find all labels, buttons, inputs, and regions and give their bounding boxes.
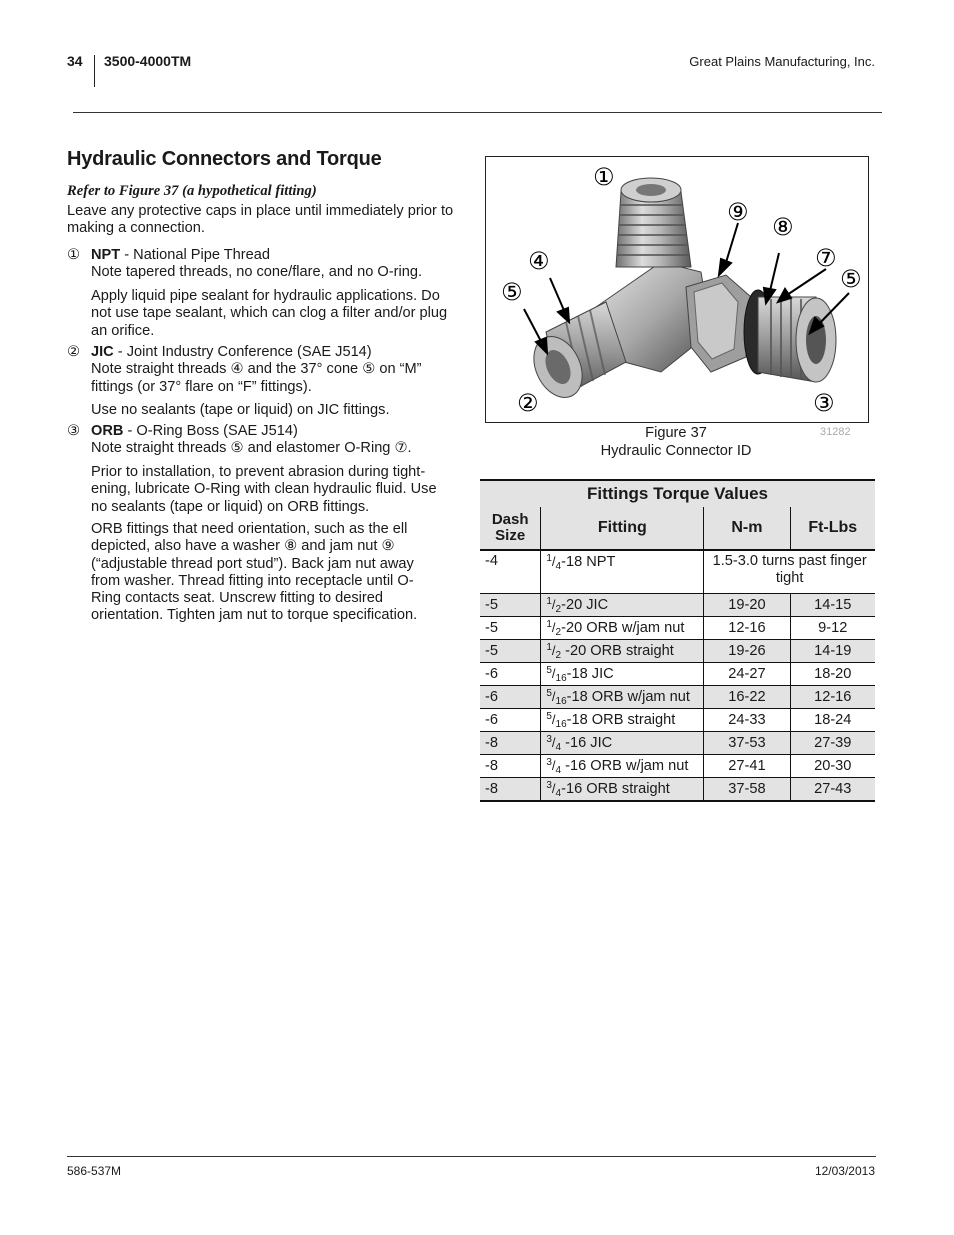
callout-5-left: ⑤ [501,278,523,306]
item-number: ① [67,247,81,263]
callout-2: ② [517,389,539,417]
cell-nm: 24-33 [704,709,790,732]
cell-nm: 27-41 [704,755,790,778]
cell-ftlbs: 27-39 [790,732,875,755]
company-name: Great Plains Manufacturing, Inc. [689,54,875,69]
cell-nm: 19-26 [704,640,790,663]
item-term: NPT [91,247,121,263]
cell-fitting: $^3/_4$ -16 ORB w/jam nut [541,755,704,778]
cell-dash: -6 [480,663,541,686]
page-number: 34 [67,53,83,69]
header-divider [94,55,95,87]
item-jic-para: Use no sealants (tape or liquid) on JIC fittings. [91,402,390,418]
figure-image-number: 31282 [820,426,851,438]
table-row [480,686,875,709]
item-npt [67,247,462,282]
cell-ftlbs: 14-15 [790,594,875,617]
footer-date: 12/03/2013 [814,1164,875,1178]
item-note: Note tapered threads, no cone/flare, and no O-ring. [91,264,422,281]
table-row [480,663,875,686]
cell-ftlbs: 12-16 [790,686,875,709]
item-desc: - National Pipe Thread [120,247,270,263]
figure-37 [485,156,869,423]
cell-fitting: $^1/_4-18$ NPT [541,550,704,594]
cell-fitting: $^5/_{16}-18$ JIC [541,663,704,686]
callout-7: ⑦ [815,244,837,272]
cell-nm: 37-58 [704,778,790,802]
column-header-dash-size: Dash Size [480,507,541,550]
callout-9: ⑨ [727,198,749,226]
cell-ftlbs: 9-12 [790,617,875,640]
figure-caption-number: Figure 37 [645,425,707,441]
item-jic [67,344,462,396]
callout-8: ⑧ [772,213,794,241]
table-row [480,778,875,802]
item-number: ③ [67,423,81,439]
cell-dash: -8 [480,732,541,755]
footer-part-number: 586-537M [67,1164,122,1178]
table-row [480,550,875,594]
cell-fitting: $^3/_4-16$ ORB straight [541,778,704,802]
cell-fitting: $^1/_2-20$ ORB w/jam nut [541,617,704,640]
cell-fitting: $^5/_{16}-18$ ORB w/jam nut [541,686,704,709]
cell-dash: -6 [480,686,541,709]
item-note: Note straight threads ⑤ and elastomer O-Ring ⑦. [91,440,412,457]
cell-ftlbs: 27-43 [790,778,875,802]
callout-3: ③ [813,389,835,417]
item-orb [67,423,462,458]
cell-dash: -4 [480,550,541,594]
item-desc: - O-Ring Boss (SAE J514) [123,423,298,439]
header-rule [73,112,882,113]
cell-ftlbs: 18-20 [790,663,875,686]
cell-nm: 24-27 [704,663,790,686]
callout-5-right: ⑤ [840,265,862,293]
cell-nm: 37-53 [704,732,790,755]
cell-ftlbs: 18-24 [790,709,875,732]
table-row [480,755,875,778]
item-term: ORB [91,423,124,439]
cell-dash: -6 [480,709,541,732]
column-header-fitting: Fitting [541,507,704,550]
callout-1: ① [593,163,615,191]
cell-fitting: $^5/_{16}-18$ ORB straight [541,709,704,732]
cell-dash: -5 [480,594,541,617]
item-number: ② [67,344,81,360]
cell-torque: 1.5-3.0 turns past finger tight [704,550,875,594]
cell-fitting: $^1/_2-20$ JIC [541,594,704,617]
fittings-torque-table [480,479,875,802]
column-header-nm: N-m [704,507,790,550]
callout-4: ④ [528,247,550,275]
item-npt-para: Apply liquid pipe sealant for hydraulic applications. Do not use tape sealant, which can clog a filter and/or plug an orifice. [91,288,448,339]
table-row [480,732,875,755]
cell-nm: 16-22 [704,686,790,709]
column-header-ftlbs: Ft-Lbs [790,507,875,550]
footer-rule [67,1156,876,1157]
item-desc: - Joint Industry Conference (SAE J514) [113,344,372,360]
item-orb-para-2: ORB fittings that need orientation, such as the ell depicted, also have a washer ⑧ and jam nut ⑨ (“adjustable thread port stud”). Back jam nut away from washer. Thread fitting into receptacle until O-Ring contacts seat. Unscrew fitting to desired orientation. Tighten jam nut to torque specification. [91,521,418,624]
cell-dash: -5 [480,617,541,640]
item-term: JIC [91,344,114,360]
intro-paragraph: Leave any protective caps in place until immediately prior to making a connection. [67,203,454,237]
hydraulic-fitting-illustration [486,157,868,422]
document-id: 3500-4000TM [104,53,192,69]
table-row [480,640,875,663]
cell-ftlbs: 20-30 [790,755,875,778]
table-row [480,594,875,617]
section-title: Hydraulic Connectors and Torque [67,148,382,170]
cell-fitting: $^3/_4$ -16 JIC [541,732,704,755]
cell-fitting: $^1/_2$ -20 ORB straight [541,640,704,663]
figure-reference: Refer to Figure 37 (a hypothetical fitting) [67,183,317,199]
table-row [480,617,875,640]
table-title: Fittings Torque Values [480,480,875,507]
figure-caption-title: Hydraulic Connector ID [600,443,752,459]
table-row [480,709,875,732]
item-note: Note straight threads ④ and the 37° cone ⑤ on “M” fittings (or 37° flare on “F” fittings). [91,361,422,395]
cell-nm: 12-16 [704,617,790,640]
cell-dash: -5 [480,640,541,663]
cell-dash: -8 [480,778,541,802]
cell-ftlbs: 14-19 [790,640,875,663]
cell-dash: -8 [480,755,541,778]
item-orb-para-1: Prior to installation, to prevent abrasion during tight-ening, lubricate O-Ring with clean hydraulic fluid. Use no sealants (tape or liquid) on ORB fittings. [91,464,437,515]
cell-nm: 19-20 [704,594,790,617]
